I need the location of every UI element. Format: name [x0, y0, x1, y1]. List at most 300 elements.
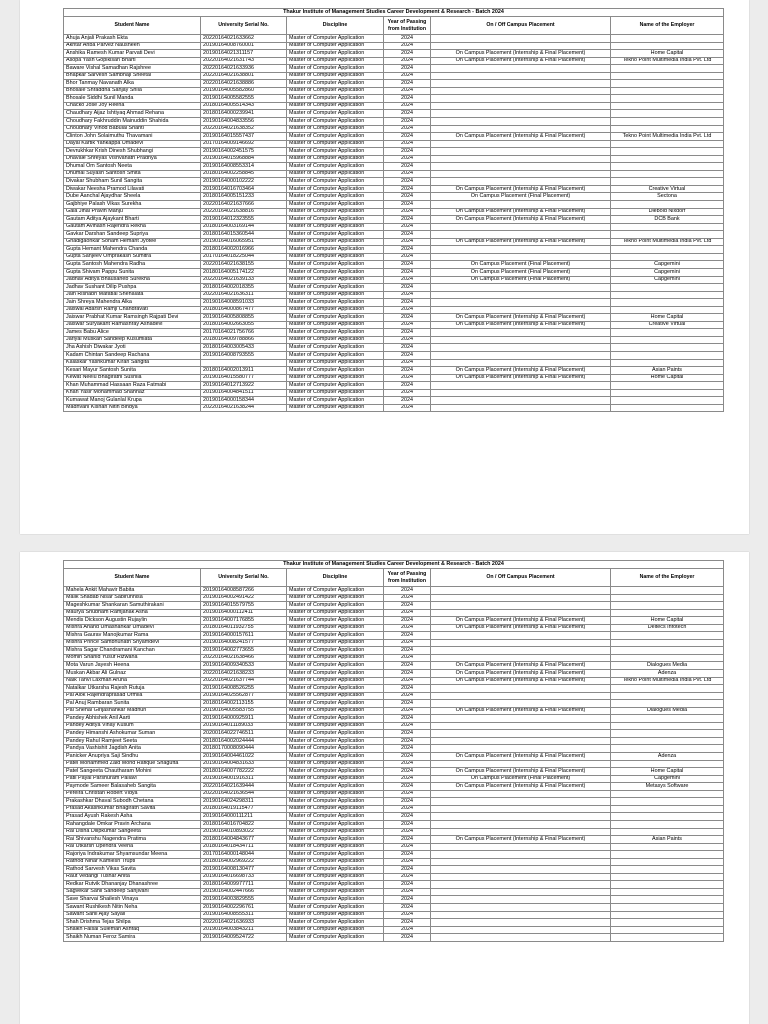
employer-cell: Dialogues Media: [611, 707, 724, 715]
table-row: [64, 306, 724, 314]
header-student-name: Student Name: [64, 569, 201, 587]
serial-no-cell: 20180164002113155: [201, 700, 287, 708]
placement-cell: [431, 858, 611, 866]
discipline-cell: Master of Computer Application: [287, 654, 384, 662]
table-row: [64, 783, 724, 791]
serial-no-cell: 20190164016065951: [201, 238, 287, 246]
student-name-cell: Momin Shahid Yusuf Rizwana: [64, 654, 201, 662]
table-row: [64, 374, 724, 382]
placement-cell: On Campus Placement (Final Placement): [431, 193, 611, 201]
placement-cell: On Campus Placement (Internship & Final Placement): [431, 836, 611, 844]
employer-cell: [611, 336, 724, 344]
year-cell: 2024: [384, 820, 431, 828]
placement-cell: [431, 95, 611, 103]
student-name-cell: Prakashkar Dhaval Subodh Chetana: [64, 798, 201, 806]
placement-cell: [431, 299, 611, 307]
year-cell: 2024: [384, 42, 431, 50]
placement-cell: [431, 692, 611, 700]
table-row: [64, 155, 724, 163]
year-cell: 2024: [384, 632, 431, 640]
employer-cell: [611, 389, 724, 397]
sheet-title: Thakur Institute of Management Studies Career Development & Research - Batch 2024: [64, 9, 724, 17]
discipline-cell: Master of Computer Application: [287, 813, 384, 821]
student-name-cell: Rai Utkarsh Upendra Veena: [64, 843, 201, 851]
placement-cell: On Campus Placement (Internship & Final Placement): [431, 783, 611, 791]
student-name-cell: Patil Payal Parshuram Pallavi: [64, 775, 201, 783]
serial-no-cell: 20190164016703464: [201, 185, 287, 193]
year-cell: 2024: [384, 654, 431, 662]
employer-cell: [611, 790, 724, 798]
table-row: [64, 133, 724, 141]
student-name-cell: Dayal Kartik Yankappa Umadevi: [64, 140, 201, 148]
year-cell: 2024: [384, 730, 431, 738]
discipline-cell: Master of Computer Application: [287, 700, 384, 708]
placement-cell: On Campus Placement (Internship & Final Placement): [431, 208, 611, 216]
serial-no-cell: 20190164007176855: [201, 617, 287, 625]
table-row: [64, 404, 724, 412]
placement-cell: [431, 382, 611, 390]
serial-no-cell: 20180164002024444: [201, 737, 287, 745]
year-cell: 2024: [384, 685, 431, 693]
table-row: [64, 760, 724, 768]
employer-cell: [611, 903, 724, 911]
serial-no-cell: 20180164016704822: [201, 820, 287, 828]
student-name-cell: Malik Shadab Nisar Sabirunnisa: [64, 594, 201, 602]
student-name-cell: Jaiswal Adarsh Ramji Chandravati: [64, 306, 201, 314]
student-name-cell: Jain Rishabh Mafatlal Snehalata: [64, 291, 201, 299]
serial-no-cell: 20180164000867477: [201, 306, 287, 314]
employer-cell: Dialogues Media: [611, 662, 724, 670]
table-row: [64, 602, 724, 610]
employer-cell: [611, 805, 724, 813]
header-row: [64, 17, 724, 35]
serial-no-cell: 20190164000925911: [201, 715, 287, 723]
student-name-cell: Rahangdale Omkar Pravin Archana: [64, 820, 201, 828]
serial-no-cell: 20180164002018355: [201, 284, 287, 292]
table-row: [64, 50, 724, 58]
table-row: [64, 858, 724, 866]
employer-cell: [611, 594, 724, 602]
serial-no-cell: 20190164005808855: [201, 314, 287, 322]
employer-cell: [611, 351, 724, 359]
discipline-cell: Master of Computer Application: [287, 231, 384, 239]
employer-cell: [611, 299, 724, 307]
year-cell: 2024: [384, 790, 431, 798]
placement-cell: [431, 284, 611, 292]
serial-no-cell: 20190164005582555: [201, 95, 287, 103]
year-cell: 2024: [384, 813, 431, 821]
employer-cell: [611, 700, 724, 708]
discipline-cell: Master of Computer Application: [287, 389, 384, 397]
discipline-cell: Master of Computer Application: [287, 140, 384, 148]
serial-no-cell: 20220164021637744: [201, 677, 287, 685]
employer-cell: [611, 231, 724, 239]
placement-cell: [431, 72, 611, 80]
serial-no-cell: 20190164015579755: [201, 602, 287, 610]
discipline-cell: Master of Computer Application: [287, 639, 384, 647]
table-row: [64, 926, 724, 934]
student-name-cell: Pandey Aditya Vinay Kusum: [64, 722, 201, 730]
discipline-cell: Master of Computer Application: [287, 253, 384, 261]
header-discipline: Discipline: [287, 17, 384, 35]
discipline-cell: Master of Computer Application: [287, 677, 384, 685]
table-row: [64, 65, 724, 73]
year-cell: 2024: [384, 246, 431, 254]
discipline-cell: Master of Computer Application: [287, 783, 384, 791]
discipline-cell: Master of Computer Application: [287, 798, 384, 806]
serial-no-cell: 20220164021638155: [201, 261, 287, 269]
discipline-cell: Master of Computer Application: [287, 208, 384, 216]
placement-cell: [431, 647, 611, 655]
discipline-cell: Master of Computer Application: [287, 881, 384, 889]
table-row: [64, 737, 724, 745]
serial-no-cell: 20170164021756766: [201, 329, 287, 337]
placement-cell: [431, 389, 611, 397]
employer-cell: [611, 685, 724, 693]
year-cell: 2024: [384, 344, 431, 352]
student-name-cell: Pandya Vashishit Jagdish Anita: [64, 745, 201, 753]
serial-no-cell: 20190164002773655: [201, 647, 287, 655]
table-row: [64, 35, 724, 43]
employer-cell: [611, 404, 724, 412]
serial-no-cell: 20190164012323555: [201, 216, 287, 224]
table-row: [64, 291, 724, 299]
employer-cell: [611, 201, 724, 209]
serial-no-cell: 20190164001916311: [201, 775, 287, 783]
employer-cell: [611, 284, 724, 292]
year-cell: 2024: [384, 57, 431, 65]
discipline-cell: Master of Computer Application: [287, 820, 384, 828]
table-row: [64, 178, 724, 186]
placement-cell: [431, 125, 611, 133]
employer-cell: [611, 820, 724, 828]
serial-no-cell: 20180164019115477: [201, 805, 287, 813]
placement-cell: [431, 140, 611, 148]
student-name-cell: Gupta Santosh Mahendra Radha: [64, 261, 201, 269]
discipline-cell: Master of Computer Application: [287, 647, 384, 655]
employer-cell: [611, 730, 724, 738]
table-row: [64, 873, 724, 881]
serial-no-cell: 20190164008130477: [201, 866, 287, 874]
table-row: [64, 828, 724, 836]
placement-cell: [431, 881, 611, 889]
discipline-cell: Master of Computer Application: [287, 148, 384, 156]
placement-cell: [431, 715, 611, 723]
placement-cell: On Campus Placement (Final Placement): [431, 268, 611, 276]
table-row: [64, 170, 724, 178]
placement-cell: [431, 911, 611, 919]
serial-no-cell: 20190164005583755: [201, 707, 287, 715]
table-row: [64, 715, 724, 723]
table-row: [64, 276, 724, 284]
discipline-cell: Master of Computer Application: [287, 110, 384, 118]
employer-cell: [611, 397, 724, 405]
year-cell: 2024: [384, 291, 431, 299]
placement-cell: [431, 903, 611, 911]
discipline-cell: Master of Computer Application: [287, 246, 384, 254]
discipline-cell: Master of Computer Application: [287, 828, 384, 836]
discipline-cell: Master of Computer Application: [287, 351, 384, 359]
year-cell: 2024: [384, 268, 431, 276]
student-name-cell: Prasad Akashkumar Bhagirath Savita: [64, 805, 201, 813]
employer-cell: [611, 178, 724, 186]
student-name-cell: Gajbhiye Palash Vikas Surekha: [64, 201, 201, 209]
table-row: [64, 753, 724, 761]
discipline-cell: Master of Computer Application: [287, 602, 384, 610]
serial-no-cell: 20220164021638244: [201, 404, 287, 412]
placement-cell: On Campus Placement (Internship & Final Placement): [431, 57, 611, 65]
year-cell: 2024: [384, 216, 431, 224]
employer-cell: Diebold Nixdorf: [611, 208, 724, 216]
student-name-cell: Divakar Shubham Sunil Sangita: [64, 178, 201, 186]
placement-cell: [431, 790, 611, 798]
serial-no-cell: 20180164005514343: [201, 102, 287, 110]
student-name-cell: Raut Vedangi Tushar Anita: [64, 873, 201, 881]
table-row: [64, 163, 724, 171]
table-row: [64, 359, 724, 367]
year-cell: 2024: [384, 314, 431, 322]
placement-cell: On Campus Placement (Internship & Final Placement): [431, 238, 611, 246]
employer-cell: [611, 102, 724, 110]
year-cell: 2024: [384, 798, 431, 806]
discipline-cell: Master of Computer Application: [287, 170, 384, 178]
header-employer: Name of the Employer: [611, 569, 724, 587]
header-student-name: Student Name: [64, 17, 201, 35]
year-cell: 2024: [384, 677, 431, 685]
year-cell: 2024: [384, 118, 431, 126]
placement-cell: [431, 397, 611, 405]
year-cell: 2024: [384, 148, 431, 156]
employer-cell: [611, 858, 724, 866]
placement-cell: [431, 602, 611, 610]
discipline-cell: Master of Computer Application: [287, 223, 384, 231]
employer-cell: [611, 813, 724, 821]
year-cell: 2024: [384, 163, 431, 171]
table-row: [64, 351, 724, 359]
serial-no-cell: 20190164008555311: [201, 911, 287, 919]
employer-cell: Home Capital: [611, 314, 724, 322]
discipline-cell: Master of Computer Application: [287, 911, 384, 919]
year-cell: 2024: [384, 359, 431, 367]
student-name-cell: Mendis Dickson Augustin Rujaylin: [64, 617, 201, 625]
placement-cell: On Campus Placement (Internship & Final Placement): [431, 768, 611, 776]
serial-no-cell: 20220164021638886: [201, 80, 287, 88]
placement-cell: [431, 110, 611, 118]
student-name-cell: Asopa Yash Gopikisan Bharti: [64, 57, 201, 65]
table-row: [64, 314, 724, 322]
employer-cell: Capgemini: [611, 276, 724, 284]
serial-no-cell: 20220164021639444: [201, 783, 287, 791]
year-cell: 2024: [384, 700, 431, 708]
serial-no-cell: 20190164016698733: [201, 873, 287, 881]
serial-no-cell: 20170164000148044: [201, 851, 287, 859]
employer-cell: [611, 639, 724, 647]
year-cell: 2024: [384, 737, 431, 745]
employer-cell: [611, 148, 724, 156]
year-cell: 2024: [384, 624, 431, 632]
year-cell: 2024: [384, 662, 431, 670]
discipline-cell: Master of Computer Application: [287, 707, 384, 715]
serial-no-cell: 20180164003005433: [201, 344, 287, 352]
student-name-cell: Ghadigaonkar Soham Hemant Jyotee: [64, 238, 201, 246]
student-name-cell: Rajoriya Indrakumar Shyamsundar Meena: [64, 851, 201, 859]
year-cell: 2024: [384, 881, 431, 889]
student-name-cell: Gavkar Darshan Sandeep Supriya: [64, 231, 201, 239]
employer-cell: [611, 42, 724, 50]
table-row: [64, 866, 724, 874]
serial-no-cell: 20180164003169144: [201, 223, 287, 231]
placement-cell: [431, 873, 611, 881]
employer-cell: Creative Virtual: [611, 185, 724, 193]
discipline-cell: Master of Computer Application: [287, 193, 384, 201]
serial-no-cell: 20220164021636544: [201, 790, 287, 798]
placement-cell: [431, 178, 611, 186]
year-cell: 2024: [384, 178, 431, 186]
discipline-cell: Master of Computer Application: [287, 609, 384, 617]
placement-cell: [431, 828, 611, 836]
discipline-cell: Master of Computer Application: [287, 367, 384, 375]
table-row: [64, 677, 724, 685]
student-name-cell: Chacko Jose Joy Reena: [64, 102, 201, 110]
year-cell: 2024: [384, 306, 431, 314]
placement-cell: [431, 118, 611, 126]
student-name-cell: Pal Alok Rajendraprasad Urmila: [64, 692, 201, 700]
employer-cell: Capgemini: [611, 775, 724, 783]
year-cell: 2024: [384, 95, 431, 103]
serial-no-cell: 20190164003829555: [201, 896, 287, 904]
student-name-cell: Gupta Sanjeev Omprakash Sumitra: [64, 253, 201, 261]
placement-cell: [431, 685, 611, 693]
discipline-cell: Master of Computer Application: [287, 72, 384, 80]
employer-cell: [611, 647, 724, 655]
placement-table-2: [63, 560, 724, 942]
employer-cell: Creative Virtual: [611, 321, 724, 329]
employer-cell: [611, 223, 724, 231]
table-row: [64, 185, 724, 193]
discipline-cell: Master of Computer Application: [287, 888, 384, 896]
employer-cell: Adenza: [611, 670, 724, 678]
student-name-cell: Mishra Gaurav Manojkumar Rama: [64, 632, 201, 640]
employer-cell: [611, 866, 724, 874]
discipline-cell: Master of Computer Application: [287, 715, 384, 723]
placement-cell: [431, 587, 611, 595]
table-row: [64, 246, 724, 254]
discipline-cell: Master of Computer Application: [287, 768, 384, 776]
student-name-cell: Muskan Akbar Ali Gulnaz: [64, 670, 201, 678]
discipline-cell: Master of Computer Application: [287, 125, 384, 133]
placement-cell: On Campus Placement (Internship & Final Placement): [431, 707, 611, 715]
serial-no-cell: 20220164021636311: [201, 291, 287, 299]
discipline-cell: Master of Computer Application: [287, 866, 384, 874]
table-row: [64, 639, 724, 647]
serial-no-cell: 20190164025562877: [201, 692, 287, 700]
year-cell: 2024: [384, 382, 431, 390]
table-row: [64, 231, 724, 239]
year-cell: 2024: [384, 805, 431, 813]
placement-cell: [431, 820, 611, 828]
employer-cell: Metasys Software: [611, 783, 724, 791]
year-cell: 2024: [384, 836, 431, 844]
table-row: [64, 587, 724, 595]
serial-no-cell: 20190164000102222: [201, 178, 287, 186]
serial-no-cell: 20200164022746511: [201, 730, 287, 738]
employer-cell: [611, 329, 724, 337]
placement-cell: [431, 737, 611, 745]
year-cell: 2024: [384, 231, 431, 239]
year-cell: 2024: [384, 911, 431, 919]
student-name-cell: Naik Tanvi Laxman Aruna: [64, 677, 201, 685]
student-name-cell: Anshika Ramesh Kumar Parvati Devi: [64, 50, 201, 58]
serial-no-cell: 20180164005174122: [201, 268, 287, 276]
discipline-cell: Master of Computer Application: [287, 216, 384, 224]
table-row: [64, 321, 724, 329]
employer-cell: [611, 72, 724, 80]
employer-cell: Capgemini: [611, 268, 724, 276]
placement-cell: [431, 843, 611, 851]
student-name-cell: Jha Ashish Diwakar Jyoti: [64, 344, 201, 352]
student-name-cell: Dube Aanchal Ajaydhar Sheela: [64, 193, 201, 201]
student-name-cell: Bhosale Shraddha Sanjay Shila: [64, 87, 201, 95]
student-name-cell: Rai Shivanshu Nagendra Pratima: [64, 836, 201, 844]
employer-cell: [611, 170, 724, 178]
employer-cell: [611, 934, 724, 942]
employer-cell: Asian Paints: [611, 367, 724, 375]
discipline-cell: Master of Computer Application: [287, 843, 384, 851]
student-name-cell: Kumawat Manoj Gulanlal Krupa: [64, 397, 201, 405]
discipline-cell: Master of Computer Application: [287, 617, 384, 625]
student-name-cell: Khan Yasir Mohammad Shahnaz: [64, 389, 201, 397]
table-row: [64, 110, 724, 118]
sheet-page-1: [20, 0, 749, 534]
header-placement: On / Off Campus Placement: [431, 17, 611, 35]
employer-cell: Adenza: [611, 753, 724, 761]
employer-cell: [611, 246, 724, 254]
year-cell: 2024: [384, 125, 431, 133]
employer-cell: DCB Bank: [611, 216, 724, 224]
year-cell: 2024: [384, 170, 431, 178]
placement-cell: [431, 760, 611, 768]
year-cell: 2024: [384, 617, 431, 625]
placement-cell: On Campus Placement (Final Placement): [431, 261, 611, 269]
employer-cell: [611, 722, 724, 730]
table-row: [64, 730, 724, 738]
student-name-cell: Jaiswar Suryakant Ramashray Ashadevi: [64, 321, 201, 329]
serial-no-cell: 20190164004841511: [201, 389, 287, 397]
student-name-cell: Kadam Chintan Sandeep Rachana: [64, 351, 201, 359]
discipline-cell: Master of Computer Application: [287, 851, 384, 859]
year-cell: 2024: [384, 102, 431, 110]
employer-cell: Tekno Point Multimedia India Pvt. Ltd: [611, 133, 724, 141]
employer-cell: [611, 80, 724, 88]
discipline-cell: Master of Computer Application: [287, 329, 384, 337]
serial-no-cell: 20180164002016966: [201, 246, 287, 254]
placement-cell: On Campus Placement (Internship & Final Placement): [431, 662, 611, 670]
student-name-cell: Pal Snehal Girijashankar Madhuri: [64, 707, 201, 715]
table-row: [64, 768, 724, 776]
placement-cell: [431, 926, 611, 934]
student-name-cell: Patel Mohammed Zaid Mohd Rafique Shagufta: [64, 760, 201, 768]
year-cell: 2024: [384, 110, 431, 118]
employer-cell: [611, 382, 724, 390]
discipline-cell: Master of Computer Application: [287, 336, 384, 344]
employer-cell: [611, 253, 724, 261]
employer-cell: [611, 828, 724, 836]
serial-no-cell: 20220164021633662: [201, 35, 287, 43]
serial-no-cell: [201, 359, 287, 367]
serial-no-cell: 20190164011189033: [201, 722, 287, 730]
placement-cell: [431, 231, 611, 239]
placement-cell: [431, 654, 611, 662]
